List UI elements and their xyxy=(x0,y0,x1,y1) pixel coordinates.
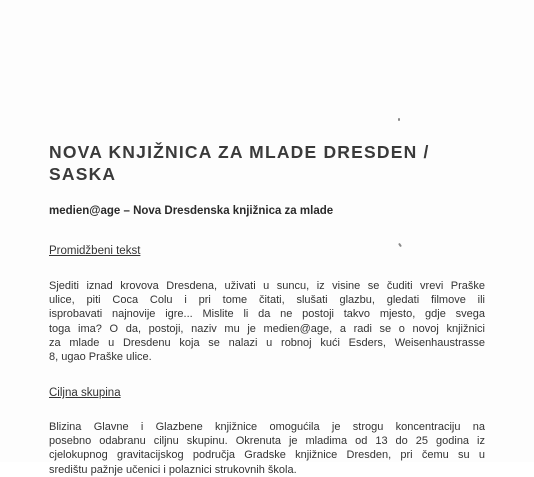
paragraph-line: isprobavati najnovije igre... Mislite li da ne postoji takvo mjesto, gdje svega xyxy=(49,308,485,321)
document-title-line-2: SASKA xyxy=(49,164,117,184)
paragraph-line: toga ima? O da, postoji, naziv mu je medien@age, a radi se o novoj knjižnici xyxy=(49,322,485,335)
document-subtitle: medien@age – Nova Dresdenska knjižnica za mlade xyxy=(49,205,334,217)
paragraph-line: Blizina Glavne i Glazbene knjižnice omogućila je strogu koncentraciju na xyxy=(49,421,485,433)
scan-speck xyxy=(398,118,400,121)
document-title-line-1: NOVA KNJIŽNICA ZA MLADE DRESDEN / xyxy=(49,142,430,162)
paragraph-line: središtu pažnje učenici i polaznici strukovnih škola. xyxy=(49,463,297,476)
document-title xyxy=(49,141,499,185)
paragraph-line: za mlade u Dresdenu koja se nalazi u robnoj kući Esders, Weisenhaustrasse xyxy=(49,336,485,349)
section-paragraph-promotional-text xyxy=(49,279,485,364)
paragraph-line: ulice, piti Coca Colu i pri tome čitati, slušati glazbu, gledati filmove ili xyxy=(49,294,485,307)
paragraph-line: posebno odabranu ciljnu skupinu. Okrenuta je mladima od 13 do 25 godina iz xyxy=(49,435,485,448)
section-heading-target-group: Ciljna skupina xyxy=(49,387,121,399)
paragraph-line: 8, ugao Praške ulice. xyxy=(49,351,152,364)
section-paragraph-target-group xyxy=(49,420,485,477)
paragraph-line: cjelokupnog gravitacijskog područja Gradske knjižnice Dresden, pri čemu su u xyxy=(49,449,485,462)
paragraph-line: Sjediti iznad krovova Dresdena, uživati u suncu, iz visine se čuditi vrevi Praške xyxy=(49,280,485,292)
scan-speck xyxy=(398,243,402,247)
section-heading-promotional-text: Promidžbeni tekst xyxy=(49,245,141,257)
